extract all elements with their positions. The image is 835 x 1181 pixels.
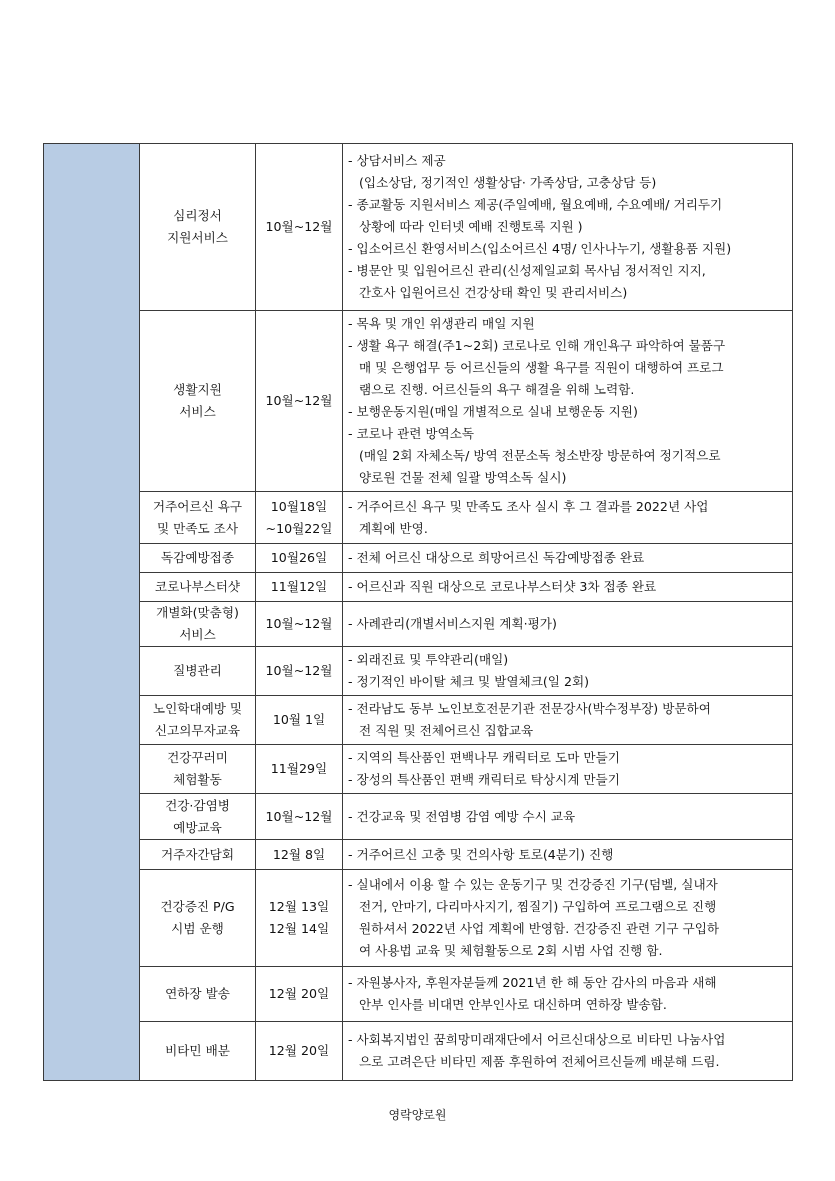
program-date-cell-line: 11월29일: [270, 761, 328, 776]
program-desc-cell-line: - 사례관리(개별서비스지원 계획·평가): [348, 616, 557, 631]
program-date-cell-line: 12월 20일: [268, 986, 330, 1001]
program-date-cell: [256, 144, 343, 311]
program-name-cell: [140, 794, 256, 840]
program-date-cell-line: 10월 1일: [272, 712, 326, 727]
program-desc-cell-line: - 외래진료 및 투약관리(매일): [348, 652, 509, 667]
program-name-cell-line: 코로나부스터샷: [154, 579, 241, 594]
program-name-cell: [140, 311, 256, 492]
program-desc-cell: [343, 1022, 793, 1081]
program-desc-cell-line: - 어르신과 직원 대상으로 코로나부스터샷 3차 접종 완료: [348, 579, 657, 594]
program-desc-cell-line: 으로 고려은단 비타민 제품 후원하여 전체어르신들께 배분해 드림.: [359, 1054, 720, 1069]
program-date-cell: [256, 573, 343, 602]
program-name-cell-line: 및 만족도 조사: [157, 520, 238, 536]
table-row: [44, 544, 793, 573]
program-desc-cell-line: - 실내에서 이용 할 수 있는 운동기구 및 건강증진 기구(덤벨, 실내자: [348, 877, 718, 892]
program-desc-cell-line: - 입소어르신 환영서비스(입소어르신 4명/ 인사나누기, 생활용품 지원): [348, 241, 732, 256]
program-desc-cell-line: 여 사용법 교육 및 체험활동으로 2회 시범 사업 진행 함.: [359, 943, 663, 958]
program-desc-cell: [343, 144, 793, 311]
program-report-body: [44, 144, 793, 1081]
program-desc-cell: [343, 870, 793, 967]
table-row: [44, 870, 793, 967]
program-name-cell-line: 거주어르신 욕구: [152, 498, 243, 514]
program-name-cell: [140, 1022, 256, 1081]
program-name-cell: [140, 573, 256, 602]
table-row: [44, 696, 793, 745]
table-row: [44, 311, 793, 492]
program-name-cell-line: 신고의무자교육: [154, 723, 241, 738]
program-name-cell-line: 거주자간담회: [161, 846, 234, 862]
program-date-cell-line: 10월~12월: [265, 393, 333, 408]
program-desc-cell-line: - 생활 욕구 해결(주1~2회) 코로나로 인해 개인욕구 파악하여 물품구: [348, 338, 726, 353]
program-desc-cell-line: 전거, 안마기, 다리마사지기, 찜질기) 구입하여 프로그램으로 진행: [359, 899, 717, 914]
table-row: [44, 1022, 793, 1081]
program-desc-cell-line: 간호사 입원어르신 건강상태 확인 및 관리서비스): [359, 285, 628, 300]
program-desc-cell-line: - 보행운동지원(매일 개별적으로 실내 보행운동 지원): [348, 404, 638, 419]
table-row: [44, 647, 793, 696]
program-desc-cell-line: - 상담서비스 제공: [348, 153, 446, 168]
program-desc-cell-line: 양로원 건물 전체 일괄 방역소독 실시): [359, 470, 567, 485]
table-row: [44, 967, 793, 1022]
program-name-cell-line: 노인학대예방 및: [152, 701, 243, 716]
table-row: [44, 492, 793, 544]
program-desc-cell-line: - 정기적인 바이탈 체크 및 발열체크(일 2회): [348, 674, 590, 689]
program-date-cell-line: 12월 8일: [272, 846, 326, 862]
program-name-cell-line: 독감예방접종: [161, 550, 234, 565]
program-desc-cell-line: - 목욕 및 개인 위생관리 매일 지원: [348, 316, 535, 331]
program-name-cell: [140, 647, 256, 696]
table-row: [44, 794, 793, 840]
program-date-cell-line: 12월 13일: [268, 899, 330, 914]
table-row: [44, 144, 793, 311]
program-desc-cell: [343, 794, 793, 840]
program-name-cell-line: 연하장 발송: [165, 986, 230, 1001]
program-desc-cell-line: - 지역의 특산품인 편백나무 캐릭터로 도마 만들기: [348, 750, 620, 765]
program-name-cell: [140, 544, 256, 573]
footer-org-name: 영락양로원: [388, 1108, 447, 1122]
program-name-cell: [140, 696, 256, 745]
program-name-cell: [140, 967, 256, 1022]
program-date-cell-line: 12월 14일: [268, 921, 330, 936]
program-name-cell: [140, 144, 256, 311]
program-date-cell: [256, 745, 343, 794]
program-desc-cell-line: 상황에 따라 인터넷 예배 진행토록 지원 ): [359, 219, 583, 234]
program-date-cell: [256, 647, 343, 696]
program-desc-cell-line: - 거주어르신 고충 및 건의사항 토로(4분기) 진행: [348, 846, 614, 862]
program-date-cell-line: ~10월22일: [265, 520, 333, 536]
program-desc-cell-line: 매 및 은행업무 등 어르신들의 생활 욕구를 직원이 대행하여 프로그: [359, 360, 724, 375]
program-desc-cell: [343, 492, 793, 544]
program-desc-cell-line: - 사회복지법인 꿈희망미래재단에서 어르신대상으로 비타민 나눔사업: [348, 1032, 726, 1047]
program-name-cell-line: 질병관리: [173, 663, 222, 678]
program-name-cell-line: 심리정서: [173, 208, 222, 223]
program-name-cell: [140, 602, 256, 647]
program-date-cell: [256, 696, 343, 745]
program-name-cell: [140, 840, 256, 870]
program-desc-cell-line: - 코로나 관련 방역소독: [348, 426, 475, 441]
program-name-cell-line: 생활지원: [173, 382, 222, 397]
program-desc-cell-line: - 전라남도 동부 노인보호전문기관 전문강사(박수정부장) 방문하여: [348, 701, 711, 716]
program-desc-cell: [343, 745, 793, 794]
program-desc-cell-line: - 종교활동 지원서비스 제공(주일예배, 월요예배, 수요예배/ 거리두기: [348, 197, 723, 212]
program-date-cell-line: 11월12일: [270, 579, 328, 594]
program-name-cell-line: 건강꾸러미: [167, 750, 228, 765]
program-date-cell: [256, 967, 343, 1022]
program-desc-cell: [343, 544, 793, 573]
program-name-cell-line: 서비스: [179, 404, 216, 419]
program-name-cell-line: 비타민 배분: [165, 1043, 230, 1058]
program-date-cell-line: 10월26일: [270, 550, 328, 565]
program-desc-cell-line: (매일 2회 자체소독/ 방역 전문소독 청소반장 방문하여 정기적으로: [359, 448, 721, 463]
program-desc-cell-line: - 거주어르신 욕구 및 만족도 조사 실시 후 그 결과를 2022년 사업: [348, 498, 709, 514]
table-row: [44, 745, 793, 794]
program-desc-cell-line: 램으로 진행. 어르신들의 욕구 해결을 위해 노력함.: [359, 382, 635, 397]
program-name-cell-line: 개별화(맞춤형): [156, 605, 239, 620]
program-date-cell: [256, 794, 343, 840]
program-desc-cell: [343, 573, 793, 602]
program-date-cell-line: 12월 20일: [268, 1043, 330, 1058]
program-desc-cell: [343, 967, 793, 1022]
program-desc-cell: [343, 311, 793, 492]
program-desc-cell: [343, 647, 793, 696]
program-desc-cell-line: - 장성의 특산품인 편백 캐릭터로 탁상시계 만들기: [348, 772, 620, 787]
program-desc-cell-line: 원하셔서 2022년 사업 계획에 반영함. 건강증진 관련 기구 구입하: [359, 921, 720, 936]
program-date-cell-line: 10월~12월: [265, 616, 333, 631]
program-date-cell-line: 10월18일: [270, 498, 328, 514]
program-name-cell-line: 서비스: [179, 627, 216, 642]
program-date-cell: [256, 492, 343, 544]
program-name-cell-line: 건강증진 P/G: [160, 899, 235, 914]
program-desc-cell: [343, 602, 793, 647]
program-date-cell-line: 10월~12월: [265, 219, 333, 234]
program-date-cell: [256, 602, 343, 647]
program-desc-cell-line: 계획에 반영.: [359, 520, 428, 536]
category-cell: [44, 144, 140, 1081]
program-desc-cell: [343, 840, 793, 870]
program-name-cell: [140, 492, 256, 544]
program-desc-cell-line: - 전체 어르신 대상으로 희망어르신 독감예방접종 완료: [348, 550, 645, 565]
program-name-cell-line: 예방교육: [173, 819, 222, 835]
table-row: [44, 602, 793, 647]
program-date-cell: [256, 1022, 343, 1081]
program-desc-cell-line: - 건강교육 및 전염병 감염 예방 수시 교육: [348, 808, 576, 824]
table-row: [44, 573, 793, 602]
program-date-cell-line: 10월~12월: [265, 663, 333, 678]
program-name-cell-line: 체험활동: [173, 772, 222, 787]
program-desc-cell-line: (입소상담, 정기적인 생활상담· 가족상담, 고충상담 등): [359, 175, 657, 190]
program-desc-cell-line: - 병문안 및 입원어르신 관리(신성제일교회 목사님 정서적인 지지,: [348, 263, 706, 278]
program-desc-cell-line: - 자원봉사자, 후원자분들께 2021년 한 해 동안 감사의 마음과 새해: [348, 975, 717, 990]
program-date-cell: [256, 311, 343, 492]
program-report-table: [43, 143, 793, 1081]
program-date-cell: [256, 840, 343, 870]
program-name-cell: [140, 870, 256, 967]
program-name-cell-line: 건강·감염병: [165, 797, 230, 813]
program-date-cell-line: 10월~12월: [265, 808, 333, 824]
program-desc-cell-line: 전 직원 및 전체어르신 집합교육: [359, 723, 534, 738]
program-date-cell: [256, 870, 343, 967]
program-name-cell-line: 시범 운행: [171, 921, 224, 936]
program-name-cell-line: 지원서비스: [167, 230, 228, 245]
program-date-cell: [256, 544, 343, 573]
table-row: [44, 840, 793, 870]
program-desc-cell: [343, 696, 793, 745]
program-name-cell: [140, 745, 256, 794]
program-desc-cell-line: 안부 인사를 비대면 안부인사로 대신하며 연하장 발송함.: [359, 997, 667, 1012]
